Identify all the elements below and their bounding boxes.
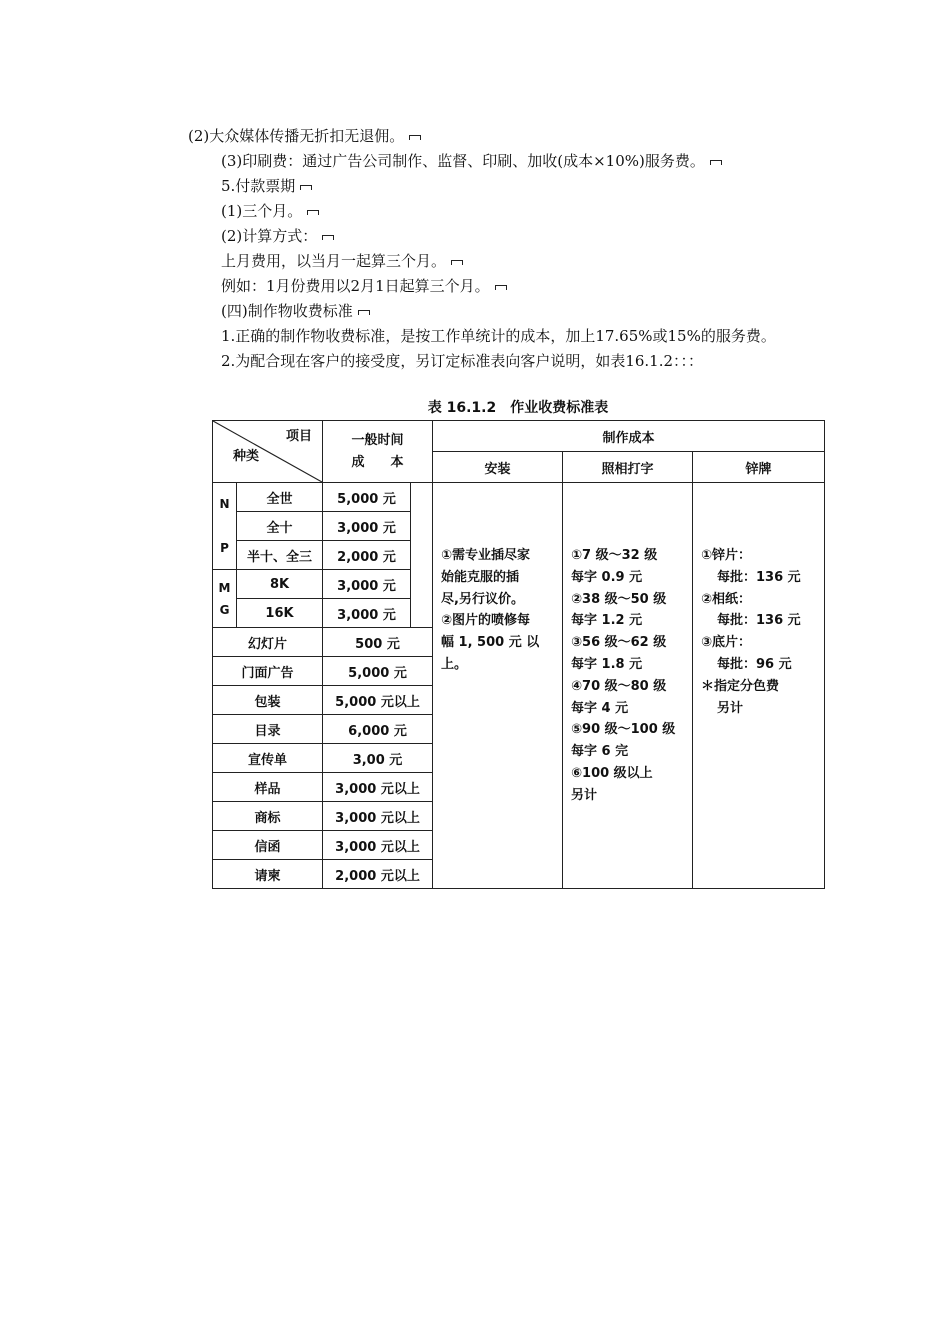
row-type: 请柬: [213, 860, 323, 889]
return-mark-icon: [300, 185, 312, 190]
row-type: 门面广告: [213, 657, 323, 686]
zinc-note-line: 每批：136 元: [717, 569, 801, 585]
photo-note-line: ③56 级～62 级: [571, 635, 667, 651]
row-cost: 5,000 元: [323, 657, 433, 686]
photo-note-line: ⑤90 级～100 级: [571, 722, 676, 738]
row-type: 信函: [213, 831, 323, 860]
row-cost: 6,000 元: [323, 715, 433, 744]
zinc-note-line: 每批：136 元: [717, 613, 801, 629]
row-type: 16K: [237, 599, 323, 628]
header-item-label: 项目: [285, 429, 312, 444]
text-line-8: (四)制作物收费标准: [221, 301, 370, 321]
text-line-4: (1)三个月。: [221, 201, 319, 221]
row-cost: 3,000 元以上: [323, 802, 433, 831]
row-cost: 5,000 元: [323, 483, 411, 512]
fee-standard-table: [212, 420, 825, 889]
install-note-line: 尽,另行议价。: [441, 591, 524, 607]
row-cost: 500 元: [323, 628, 433, 657]
install-note-line: 幅 1, 500 元 以: [441, 635, 540, 651]
photo-note-line: ④70 级～80 级: [571, 678, 667, 694]
text-line-6: 上月费用，以当月一起算三个月。: [221, 251, 463, 271]
row-type: 宣传单: [213, 744, 323, 773]
row-cost: 3,000 元以上: [323, 773, 433, 802]
return-mark-icon: [358, 310, 370, 315]
zinc-note-line: ＊指定分色费: [701, 678, 780, 694]
row-cost: 3,000 元: [323, 570, 411, 599]
text-line-9: 1.正确的制作物收费标准，是按工作单统计的成本，加上17.65%或15%的服务费。: [221, 327, 776, 345]
install-notes: [433, 483, 563, 889]
group-np-label: N P: [213, 483, 237, 570]
header-zinc-plate: 锌牌: [693, 452, 825, 483]
row-type: 包装: [213, 686, 323, 715]
install-note-line: ②图片的喷修每: [441, 613, 531, 629]
text-line-10: 2.为配合现在客户的接受度，另订定标准表向客户说明，如表16.1.2：：：: [221, 352, 704, 370]
header-photo-typeset: 照相打字: [563, 452, 693, 483]
install-note-line: 上。: [441, 656, 468, 672]
row-cost: 2,000 元以上: [323, 860, 433, 889]
row-cost: 2,000 元: [323, 541, 411, 570]
return-mark-icon: [710, 160, 722, 165]
text-line-2: (3)印刷费：通过广告公司制作、监督、印刷、加收(成本×10%)服务费。: [221, 151, 722, 171]
row-type: 样品: [213, 773, 323, 802]
table-row: [213, 483, 825, 512]
return-mark-icon: [409, 135, 421, 140]
photo-note-line: 另计: [571, 787, 598, 803]
text-line-5: (2)计算方式：: [221, 226, 334, 246]
install-note-line: ①需专业插尽家: [441, 548, 531, 563]
photo-note-line: 每字 6 完: [571, 744, 629, 760]
header-general-cost: 一般时间 成 本: [323, 421, 433, 483]
return-mark-icon: [322, 235, 334, 240]
zinc-note-line: 每批：96 元: [717, 656, 792, 672]
photo-note-line: ①7 级～32 级: [571, 548, 658, 563]
row-type: 幻灯片: [213, 628, 323, 657]
row-type: 8K: [237, 570, 323, 599]
row-cost: 3,000 元: [323, 599, 411, 628]
header-install: 安装: [433, 452, 563, 483]
install-note-line: 始能克服的插: [441, 569, 520, 585]
row-type: 目录: [213, 715, 323, 744]
row-type: 半十、全三: [237, 541, 323, 570]
text-line-7: 例如：1月份费用以2月1日起算三个月。: [221, 276, 507, 296]
header-type-label: 种类: [233, 449, 260, 464]
return-mark-icon: [495, 285, 507, 290]
group-mg-label: M G: [213, 570, 237, 628]
photo-note-line: ⑥100 级以上: [571, 765, 653, 781]
photo-note-line: 每字 4 元: [571, 700, 629, 716]
row-cost: 3,00 元: [323, 744, 433, 773]
return-mark-icon: [451, 260, 463, 265]
blank-spacer-cell: [411, 483, 433, 628]
zinc-note-line: ③底片：: [701, 635, 752, 651]
photo-note-line: 每字 1.8 元: [571, 656, 643, 672]
table-caption: 表 16.1.2 作业收费标准表: [427, 400, 609, 416]
zinc-note-line: 另计: [717, 700, 744, 716]
photo-typeset-notes: [563, 483, 693, 889]
text-line-3: 5.付款票期: [221, 176, 312, 196]
row-type: 全世: [237, 483, 323, 512]
zinc-plate-notes: [693, 483, 825, 889]
row-type: 全十: [237, 512, 323, 541]
zinc-note-line: ②相纸：: [701, 591, 752, 607]
return-mark-icon: [307, 210, 319, 215]
photo-note-line: 每字 0.9 元: [571, 569, 643, 585]
row-cost: 5,000 元以上: [323, 686, 433, 715]
header-production-cost: 制作成本: [433, 421, 825, 452]
row-type: 商标: [213, 802, 323, 831]
photo-note-line: 每字 1.2 元: [571, 613, 643, 629]
row-cost: 3,000 元: [323, 512, 411, 541]
photo-note-line: ②38 级～50 级: [571, 591, 667, 607]
header-diagonal-cell: [213, 421, 323, 483]
text-line-1: (2)大众媒体传播无折扣无退佣。: [188, 126, 421, 146]
zinc-note-line: ①锌片：: [701, 548, 752, 563]
row-cost: 3,000 元以上: [323, 831, 433, 860]
